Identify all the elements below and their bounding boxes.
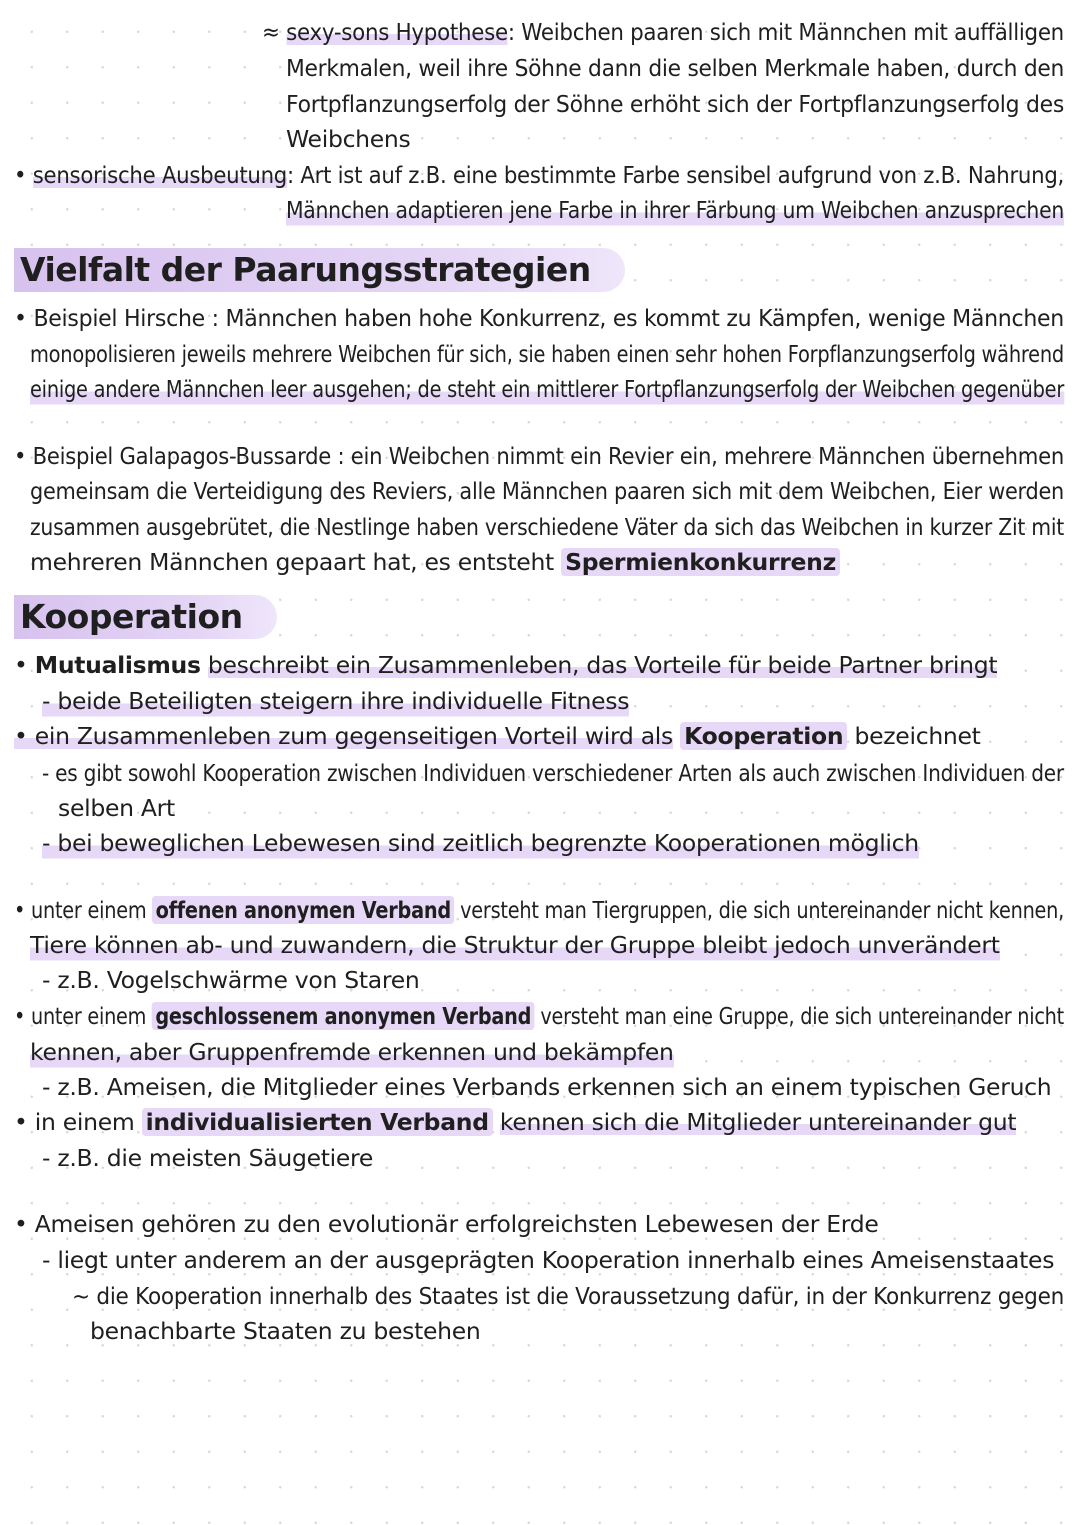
offener-verband-sub: - z.B. Vogelschwärme von Staren — [42, 966, 420, 994]
section-heading-paarungsstrategien: Vielfalt der Paarungsstrategien — [14, 248, 625, 292]
kooperation-sub-2: - bei beweglichen Lebewesen sind zeitlich begrenzte Kooperationen möglich — [42, 826, 919, 860]
sexy-sons-term: sexy-sons Hypothese — [286, 18, 508, 46]
geschlossener-verband-line-2: kennen, aber Gruppenfremde erkennen und bekämpfen — [30, 1035, 674, 1069]
individualisierter-verband-term: individualisierten Verband — [142, 1108, 493, 1136]
section-heading-kooperation: Kooperation — [14, 595, 277, 639]
geschlossener-verband-term: geschlossenem anonymen Verband — [152, 1002, 534, 1030]
individualisierter-verband-post: kennen sich die Mitglieder untereinander gut — [499, 1108, 1017, 1136]
hirsche-line-3: einige andere Männchen leer ausgehen; de steht ein mittlerer Fortpflanzungserfolg der Weibchen gegenüber — [30, 372, 1064, 406]
ameisen-subsub-1: ~ die Kooperation innerhalb des Staates ist die Voraussetzung dafür, in der Konkurrenz gegen — [72, 1282, 1065, 1310]
kooperation-text-end: bezeichnet — [854, 722, 981, 750]
kooperation-sub-1a: - es gibt sowohl Kooperation zwischen Individuen verschiedener Arten als auch zwischen Individuen der — [42, 759, 1064, 787]
geschlossener-verband-line-1 — [14, 999, 1064, 1033]
sensory-text: : Art ist auf z.B. eine bestimmte Farbe sensibel aufgrund von z.B. Nahrung, — [287, 161, 1065, 189]
spermienkonkurrenz-term: Spermienkonkurrenz — [561, 548, 840, 576]
kooperation-line — [14, 719, 981, 753]
sexy-sons-line-2: Merkmalen, weil ihre Söhne dann die selben Merkmale haben, durch den — [286, 54, 1065, 82]
mutualismus-text: beschreibt ein Zusammenleben, das Vorteile für beide Partner bringt — [207, 651, 998, 679]
bullet: • — [14, 651, 28, 679]
offener-verband-post: versteht man Tiergruppen, die sich untereinander nicht kennen, — [460, 896, 1065, 924]
geschlossener-verband-post: versteht man eine Gruppe, die sich untereinander nicht — [540, 1002, 1064, 1030]
kooperation-sub-1b: selben Art — [58, 794, 175, 822]
bullet: • — [14, 161, 27, 189]
individualisierter-verband-sub: - z.B. die meisten Säugetiere — [42, 1144, 374, 1172]
offener-verband-pre: • unter einem — [14, 896, 147, 924]
sensory-line-1 — [14, 158, 1064, 192]
kooperation-text: • ein Zusammenleben zum gegenseitigen Vorteil wird als — [14, 722, 673, 750]
sexy-sons-line-3: Fortpflanzungserfolg der Söhne erhöht sich der Fortpflanzungserfolg des — [286, 90, 1064, 118]
bussard-line-4-text: mehreren Männchen gepaart hat, es entsteht — [30, 548, 554, 576]
sexy-sons-line-1 — [262, 15, 1064, 49]
sexy-sons-line-4: Weibchens — [286, 125, 411, 153]
mutualismus-term: Mutualismus — [34, 651, 201, 679]
geschlossener-verband-sub: - z.B. Ameisen, die Mitglieder eines Verbands erkennen sich an einem typischen Geruch — [42, 1073, 1052, 1101]
hirsche-line-2: monopolisieren jeweils mehrere Weibchen für sich, sie haben einen sehr hohen Forpflanzungserfolg während — [30, 340, 1064, 368]
offener-verband-term: offenen anonymen Verband — [152, 896, 454, 924]
offener-verband-line-2: Tiere können ab- und zuwandern, die Struktur der Gruppe bleibt jedoch unverändert — [30, 928, 1000, 962]
hirsche-line-1: • Beispiel Hirsche : Männchen haben hohe Konkurrenz, es kommt zu Kämpfen, wenige Männchen — [14, 304, 1064, 332]
sexy-sons-text: : Weibchen paaren sich mit Männchen mit auffälligen — [507, 18, 1064, 46]
bussard-line-3: zusammen ausgebrütet, die Nestlinge haben verschiedene Väter da sich das Weibchen in kurzer Zit mit — [30, 513, 1065, 541]
approx-symbol: ≈ — [262, 18, 280, 46]
sensory-term: sensorische Ausbeutung — [32, 161, 288, 189]
mutualismus-sub: - beide Beteiligten steigern ihre individuelle Fitness — [42, 684, 629, 718]
bussard-line-1: • Beispiel Galapagos-Bussarde : ein Weibchen nimmt ein Revier ein, mehrere Männchen übernehmen — [14, 442, 1064, 470]
mutualismus-line — [14, 648, 997, 682]
bussard-line-4 — [30, 545, 840, 579]
ameisen-sub: - liegt unter anderem an der ausgeprägten Kooperation innerhalb eines Ameisenstaates — [42, 1246, 1055, 1274]
sensory-line-2: Männchen adaptieren jene Farbe in ihrer Färbung um Weibchen anzusprechen — [286, 193, 1064, 227]
ameisen-line: • Ameisen gehören zu den evolutionär erfolgreichsten Lebewesen der Erde — [14, 1210, 879, 1238]
geschlossener-verband-pre: • unter einem — [14, 1002, 147, 1030]
individualisierter-verband-line — [14, 1105, 1016, 1139]
ameisen-subsub-2: benachbarte Staaten zu bestehen — [90, 1317, 481, 1345]
offener-verband-line-1 — [14, 893, 1064, 927]
individualisierter-verband-pre: • in einem — [14, 1108, 135, 1136]
kooperation-term: Kooperation — [680, 722, 847, 750]
bussard-line-2: gemeinsam die Verteidigung des Reviers, alle Männchen paaren sich mit dem Weibchen, Eier werden — [30, 477, 1064, 505]
